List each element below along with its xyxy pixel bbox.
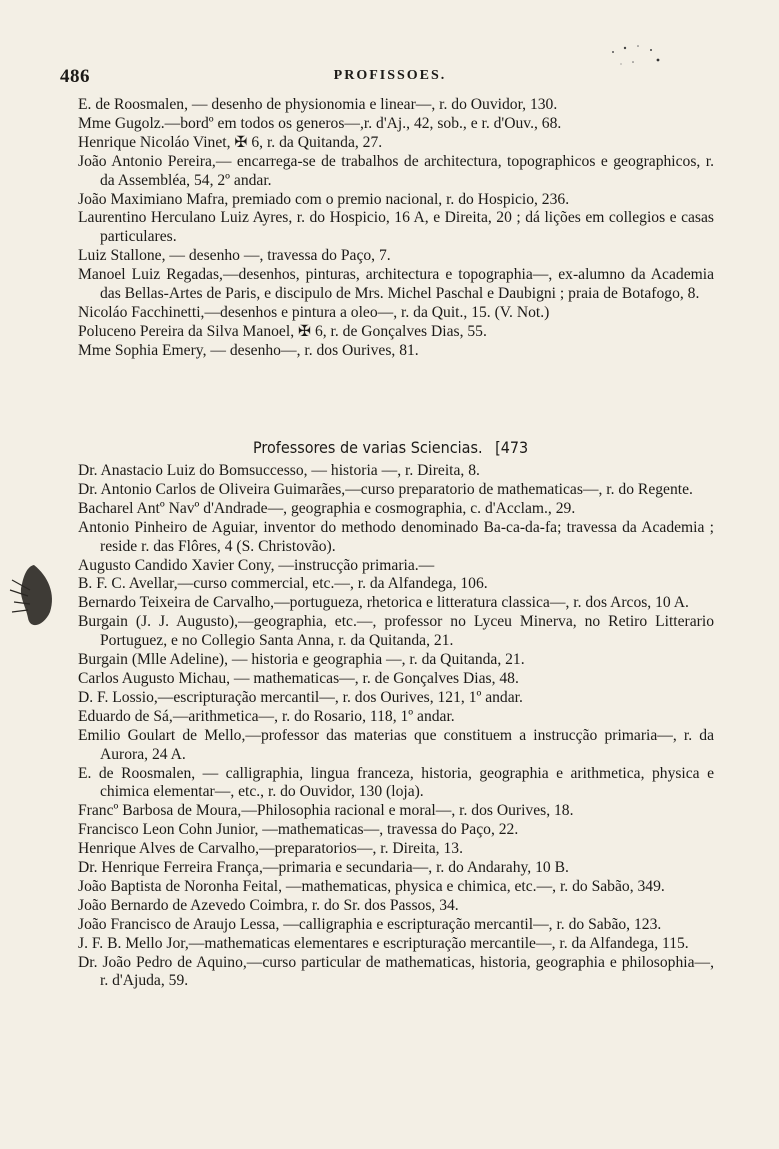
section-title: Professores de varias Sciencias.	[253, 438, 483, 457]
list-item: Mme Sophia Emery, — desenho—, r. dos Ourives, 81.	[78, 341, 419, 359]
list-item: B. F. C. Avellar,—curso commercial, etc.—, r. da Alfandega, 106.	[78, 575, 488, 593]
list-item: Francº Barbosa de Moura,—Philosophia racional e moral—, r. dos Ourives, 18.	[78, 802, 574, 820]
list-item: Carlos Augusto Michau, — mathematicas—, r. de Gonçalves Dias, 48.	[78, 669, 519, 687]
list-item: Dr. Henrique Ferreira França,—primaria e secundaria—, r. do Andarahy, 10 B.	[78, 859, 569, 877]
entries-desenho	[78, 96, 714, 361]
list-item: Bernardo Teixeira de Carvalho,—portugueza, rhetorica e litteratura classica—, r. dos Arcos, 10 A.	[78, 594, 689, 612]
entries-sciencias	[78, 462, 714, 991]
list-item: João Antonio Pereira,— encarrega-se de trabalhos de architectura, topographicos e geographicos, r. da Assembléa, 54, 2º andar.	[78, 152, 714, 189]
list-item: Augusto Candido Xavier Cony, —instrucção primaria.—	[78, 556, 435, 574]
list-item: Antonio Pinheiro de Aguiar, inventor do methodo denominado Ba-ca-da-fa; travessa da Academia ; reside r. das Flôres, 4 (S. Christovão).	[78, 518, 714, 555]
list-item: Nicoláo Facchinetti,—desenhos e pintura a oleo—, r. da Quit., 15. (V. Not.)	[78, 303, 550, 321]
page-number: 486	[60, 66, 90, 87]
list-item: Luiz Stallone, — desenho —, travessa do Paço, 7.	[78, 247, 391, 265]
list-item: João Bernardo de Azevedo Coimbra, r. do Sr. dos Passos, 34.	[78, 896, 459, 914]
list-item: João Francisco de Araujo Lessa, —calligraphia e escripturação mercantil—, r. do Sabão, 123.	[78, 915, 662, 933]
section-reference: [473	[495, 438, 529, 457]
list-item: Dr. João Pedro de Aquino,—curso particular de mathematicas, historia, geographia e philosophia—, r. d'Ajuda, 59.	[78, 953, 714, 990]
list-item: Burgain (Mlle Adeline), — historia e geographia —, r. da Quitanda, 21.	[78, 651, 525, 669]
list-item: Mme Gugolz.—bordº em todos os generos—,r. d'Aj., 42, sob., e r. d'Ouv., 68.	[78, 114, 562, 132]
binding-smudge	[4, 560, 56, 630]
list-item: J. F. B. Mello Jor,—mathematicas elementares e escripturação mercantile—, r. da Alfandega, 115.	[78, 934, 689, 952]
list-item: Bacharel Antº Navº d'Andrade—, geographia e cosmographia, c. d'Acclam., 29.	[78, 499, 576, 517]
list-item: Laurentino Herculano Luiz Ayres, r. do Hospicio, 16 A, e Direita, 20 ; dá lições em collegios e casas particulares.	[78, 209, 714, 246]
list-item: Dr. Anastacio Luiz do Bomsuccesso, — historia —, r. Direita, 8.	[78, 462, 480, 479]
list-item: Manoel Luiz Regadas,—desenhos, pinturas, architectura e topographia—, ex-alumno da Academia das Bellas-Artes de Paris, e discipulo de Mrs. Michel Paschal e Daubigni ; praia de Botafogo, 8.	[78, 266, 714, 303]
list-item: Burgain (J. J. Augusto),—geographia, etc.—, professor no Lyceu Minerva, no Retiro Litterario Portuguez, e no Collegio Santa Anna, r. da Quitanda, 21.	[78, 613, 714, 650]
list-item: E. de Roosmalen, — desenho de physionomia e linear—, r. do Ouvidor, 130.	[78, 96, 558, 113]
list-item: Francisco Leon Cohn Junior, —mathematicas—, travessa do Paço, 22.	[78, 821, 519, 839]
list-item: E. de Roosmalen, — calligraphia, lingua franceza, historia, geographia e arithmetica, physica e chimica elementar—, etc., r. do Ouvidor, 130 (loja).	[78, 764, 714, 801]
running-title: PROFISSOES.	[333, 68, 447, 83]
list-item: D. F. Lossio,—escripturação mercantil—, r. dos Ourives, 121, 1º andar.	[78, 688, 523, 706]
list-item: Eduardo de Sá,—arithmetica—, r. do Rosario, 118, 1º andar.	[78, 707, 455, 725]
list-item: Henrique Nicoláo Vinet, ✠ 6, r. da Quitanda, 27.	[78, 133, 383, 151]
section-heading	[253, 438, 683, 457]
list-item: Poluceno Pereira da Silva Manoel, ✠ 6, r. de Gonçalves Dias, 55.	[78, 322, 487, 340]
list-item: Henrique Alves de Carvalho,—preparatorios—, r. Direita, 13.	[78, 840, 463, 858]
list-item: Dr. Antonio Carlos de Oliveira Guimarães,—curso preparatorio de mathematicas—, r. do Regente.	[78, 480, 693, 498]
list-item: João Maximiano Mafra, premiado com o premio nacional, r. do Hospicio, 236.	[78, 190, 570, 208]
list-item: Emilio Goulart de Mello,—professor das materias que constituem a instrucção primaria—, r. da Aurora, 24 A.	[78, 726, 714, 763]
list-item: João Baptista de Noronha Feital, —mathematicas, physica e chimica, etc.—, r. do Sabão, 349.	[78, 877, 665, 895]
ink-specks	[603, 38, 673, 78]
